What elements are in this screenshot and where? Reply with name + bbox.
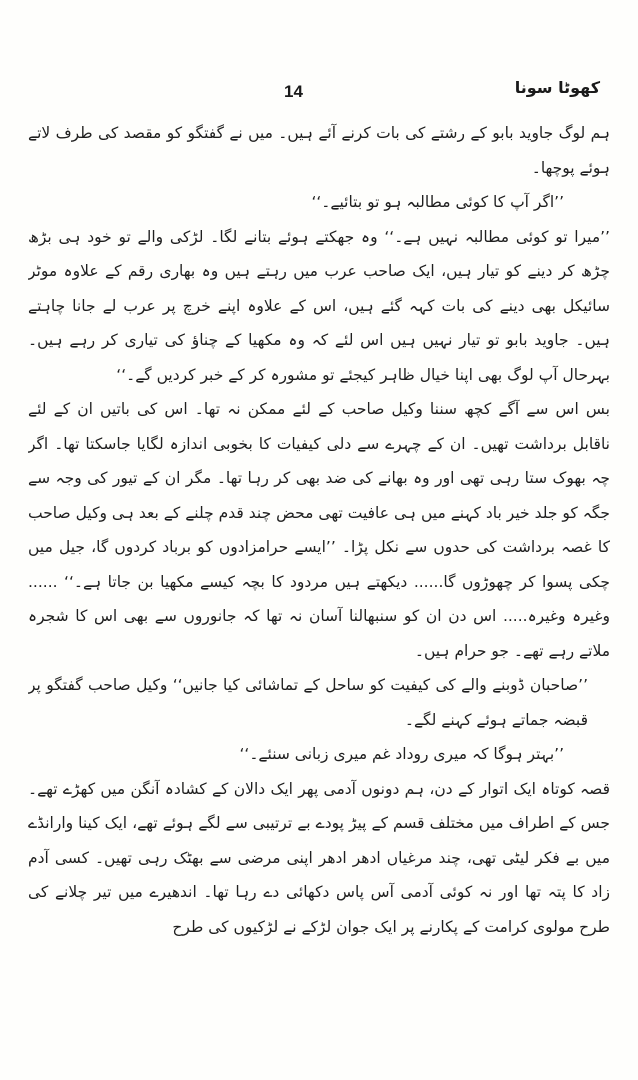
page-header — [0, 78, 638, 114]
paragraph-story: قصہ کوتاہ ایک اتوار کے دن، ہم دونوں آدمی پھر ایک دالان کے کشادہ آنگن میں کھڑے تھے۔ جس کے اطراف میں مختلف قسم کے پیڑ پودے بے ترتیبی سے لگے ہوئے تھے، ایک کینا وارانڈے میں بے فکر لیٹی تھی، چند مرغیاں ادھر ادھر اپنی مرضی سے بھٹک رہی تھیں۔ کسی آدم زاد کا پتہ تھا اور نہ کوئی آدمی آس پاس دکھائی دے رہا تھا۔ اندھیرے میں تیر چلانے کی طرح مولوی کرامت کے پکارنے پر ایک جوان لڑکے نے لڑکیوں کی طرح — [28, 779, 610, 936]
paragraph-reaction: بس اس سے آگے کچھ سننا وکیل صاحب کے لئے ممکن نہ تھا۔ اس کی باتیں ان کے لئے ناقابل برداشت تھیں۔ ان کے چہرے سے دلی کیفیات کا بخوبی اندازہ لگایا جاسکتا تھا۔ اگر چہ بھوک ستا رہی تھی اور وہ بھانے کی ضد بھی کر رہا تھا۔ مگر ان کے تیور کی وجہ سے جگہ کو جلد خیر باد کہنے میں ہی عافیت تھی محض چند قدم چلنے کے بعد ہی وکیل صاحب کا غصہ برداشت کی حدوں سے نکل پڑا۔ ’’ایسے حرامزادوں کو برباد کردوں گا، جیل میں چکی پسوا کر چھوڑوں گا...... دیکھتے ہیں مردود کا بچہ کیسے مکھیا بن جاتا ہے۔‘‘ ...... وغیرہ وغیرہ..... اس دن ان کو سنبھالنا آسان نہ تھا کہ جانوروں سے بھی اس کا شجرہ ملاتے رہے تھے۔ جو حرام ہیں۔ — [28, 400, 610, 660]
paragraph-story-intro: ’’بہتر ہوگا کہ میری روداد غم میری زبانی سنئے۔‘‘ — [239, 745, 564, 763]
paragraph-question: ہم لوگ جاوید بابو کے رشتے کی بات کرنے آئے ہیں۔ میں نے گفتگو کو مقصد کی طرف لاتے ہوئے پوچھا۔ — [28, 124, 610, 177]
paragraph-demand-query: ’’اگر آپ کا کوئی مطالبہ ہو تو بتائیے۔‘‘ — [311, 193, 564, 211]
paragraph-reply: ’’میرا تو کوئی مطالبہ نہیں ہے۔‘‘ وہ جھکتے ہوئے بتانے لگا۔ لڑکی والے تو خود ہی بڑھ چڑھ کر دینے کو تیار ہیں، ایک صاحب عرب میں رہتے ہیں وہ بھاری رقم کے علاوہ موٹر سائیکل بھی دینے کی بات کہہ گئے ہیں، اس کے علاوہ اپنے خرچ پر عرب لے جانا چاہتے ہیں۔ جاوید بابو تو تیار نہیں ہیں اس لئے کہ وہ مکھیا کے چناؤ کی تیاری کر رہے ہیں۔ بہرحال آپ لوگ بھی اپنا خیال ظاہر کیجئے تو مشورہ کر کے خبر کردیں گے۔‘‘ — [28, 227, 610, 384]
running-title: کھوٹا سونا — [514, 78, 600, 97]
body-text — [28, 116, 610, 1066]
paragraph-lawyer-speaks: ’’صاحبان ڈوبنے والے کی کیفیت کو ساحل کے تماشائی کیا جانیں‘‘ وکیل صاحب گفتگو پر قبضہ جماتے ہوئے کہنے لگے۔ — [28, 676, 588, 729]
page-number: 14 — [284, 82, 303, 101]
